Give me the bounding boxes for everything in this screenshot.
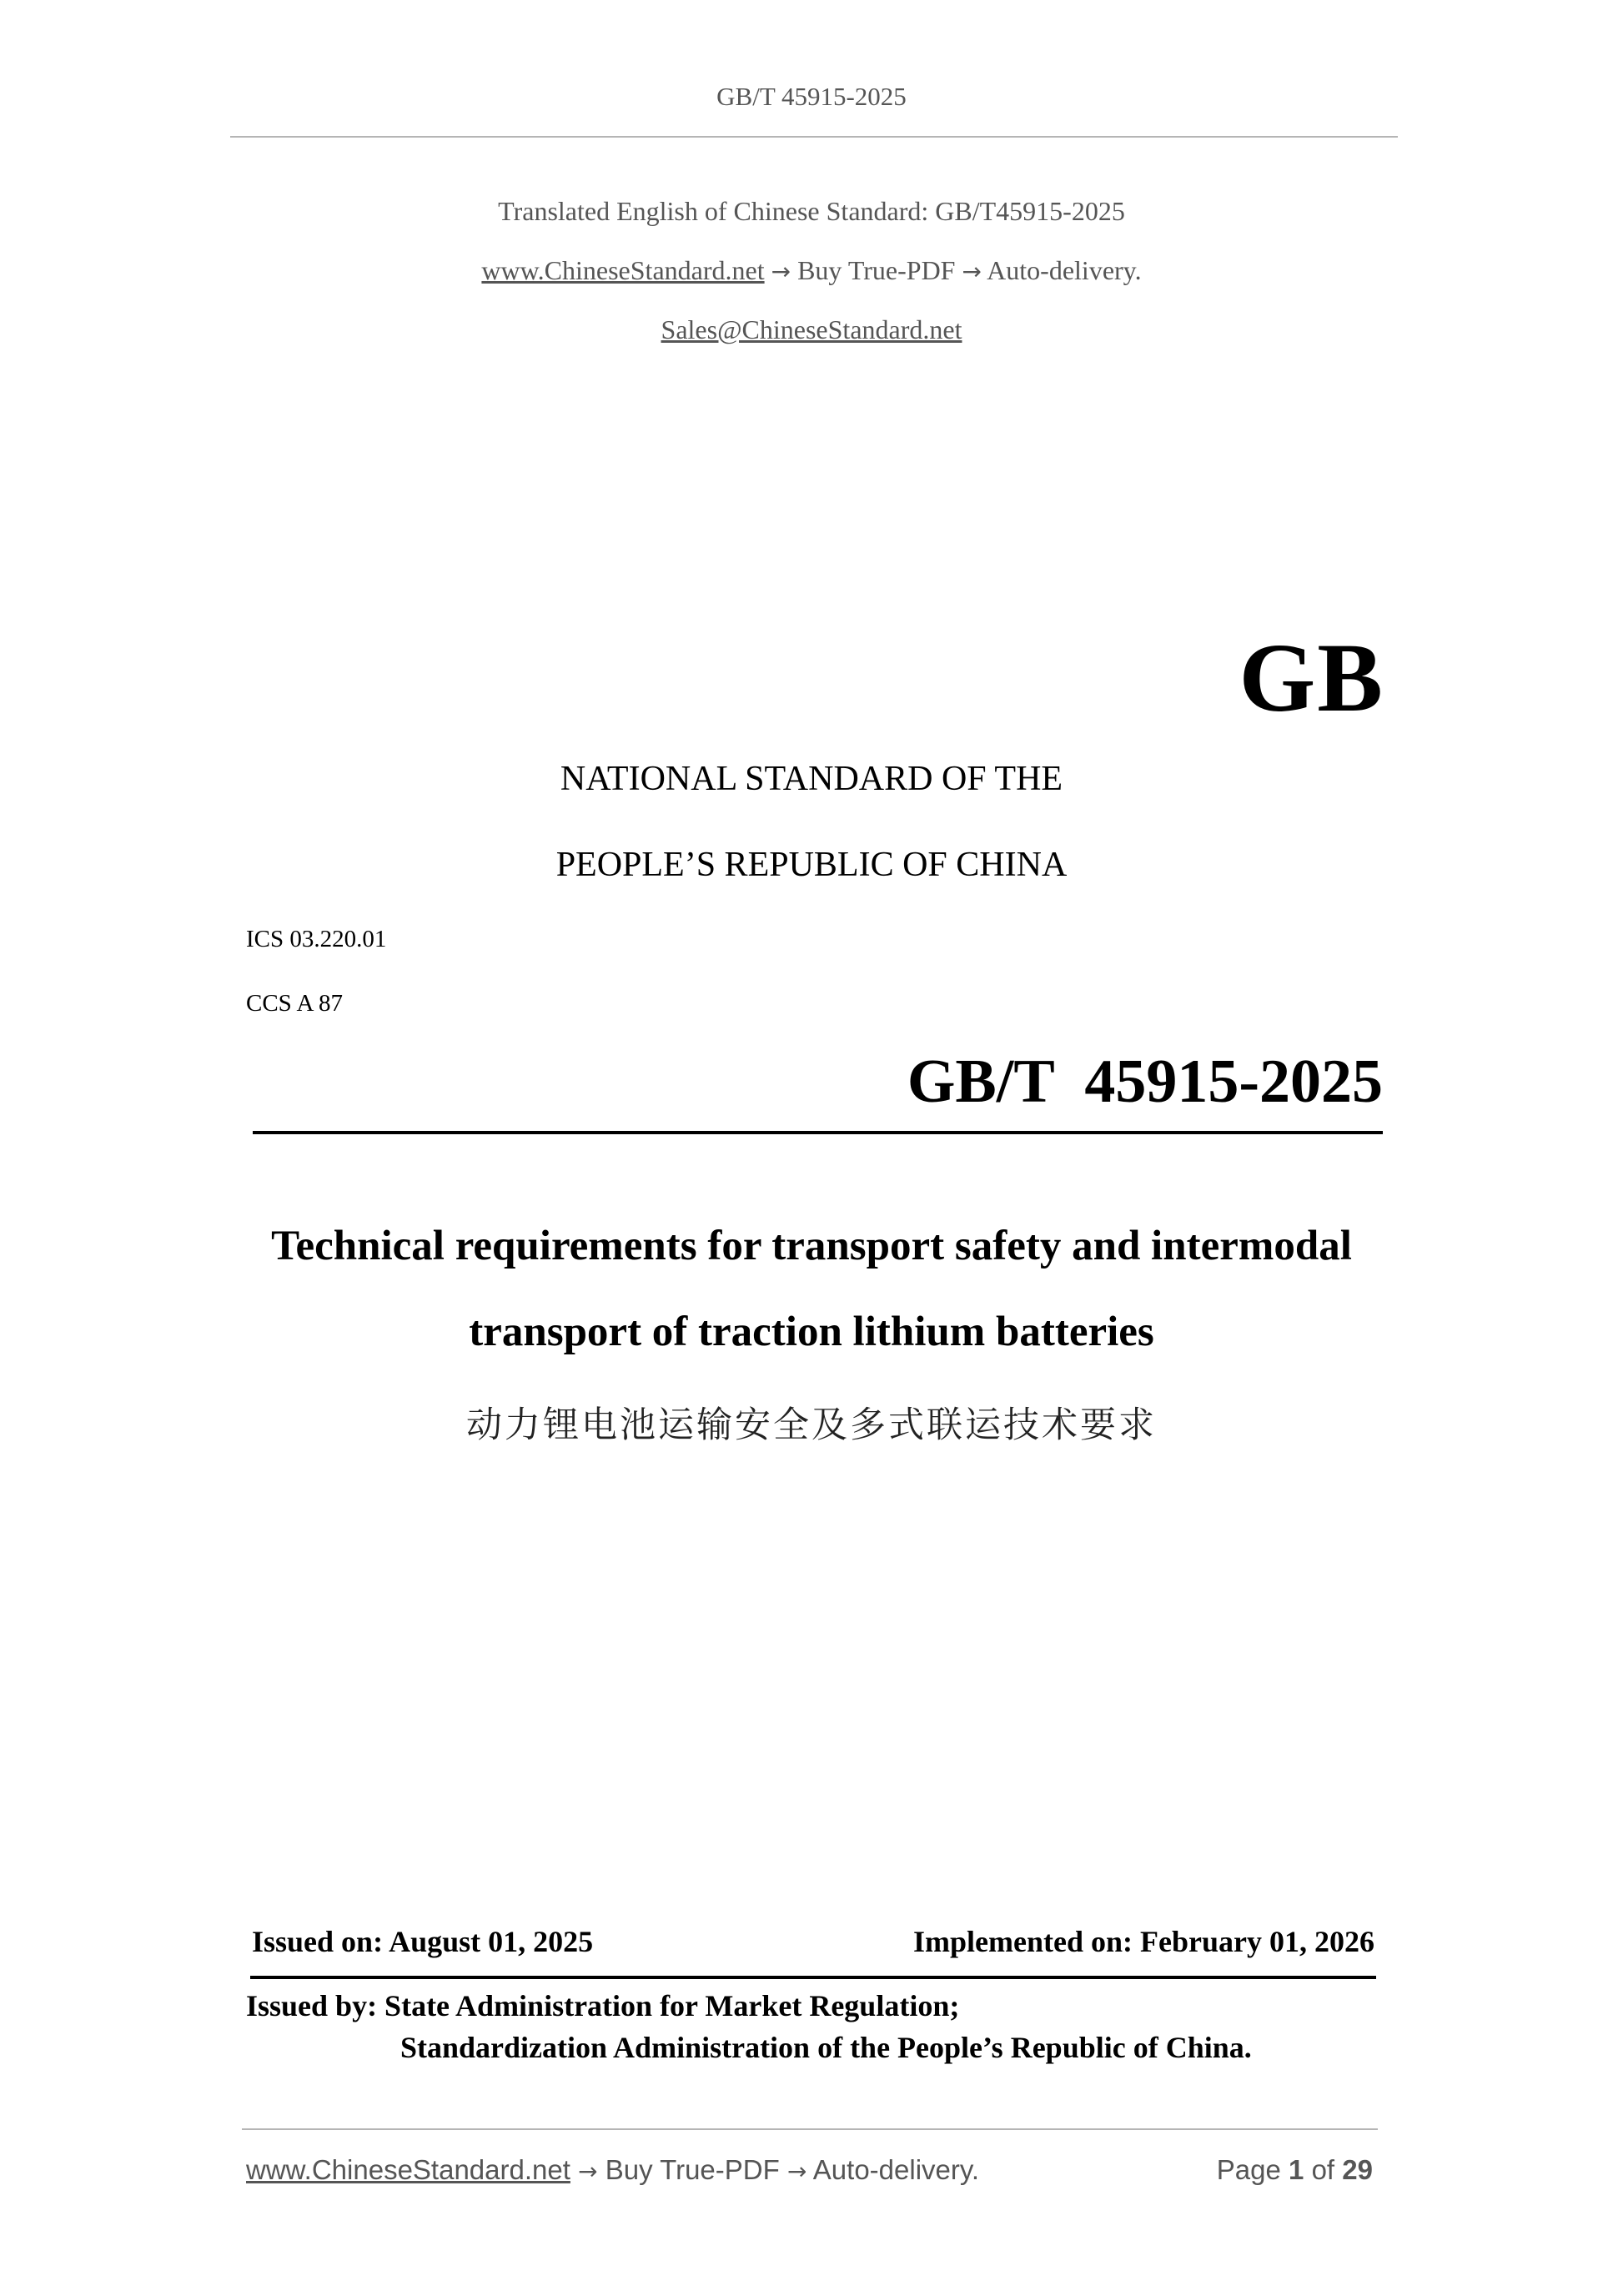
arrow-right-icon: → [786, 2158, 807, 2185]
site-link[interactable]: www.ChineseStandard.net [481, 255, 765, 285]
page-indicator [1217, 2154, 1373, 2186]
email-link[interactable]: Sales@ChineseStandard.net [661, 314, 962, 344]
national-standard-line-1: NATIONAL STANDARD OF THE [560, 760, 1063, 798]
national-standard-line-2: PEOPLE’S REPUBLIC OF CHINA [555, 846, 1068, 884]
purchase-line [0, 255, 1623, 286]
issued-by-line-2: Standardization Administration of the People’s Republic of China. [400, 2031, 1252, 2064]
issued-on-date: Issued on: August 01, 2025 [252, 1925, 594, 1958]
footer-site-link[interactable]: www.ChineseStandard.net [246, 2154, 570, 2185]
standard-number: GB/T 45915-2025 [907, 1048, 1383, 1116]
arrow-right-icon: → [771, 258, 791, 285]
email-line [0, 314, 1623, 345]
issued-by-line-1: Issued by: State Administration for Market Regulation; [246, 1989, 960, 2022]
footer-buy-true-pdf-text: Buy True-PDF [605, 2154, 780, 2185]
translation-notice: Translated English of Chinese Standard: GB/T45915-2025 [498, 196, 1125, 226]
document-title-line-1: Technical requirements for transport safety and intermodal [271, 1223, 1352, 1269]
buy-true-pdf-text: Buy True-PDF [797, 255, 956, 285]
ccs-code: CCS A 87 [246, 990, 344, 1017]
total-pages: 29 [1342, 2154, 1373, 2185]
arrow-right-icon: → [962, 258, 982, 285]
arrow-right-icon: → [578, 2158, 598, 2185]
of-label: of [1311, 2154, 1335, 2185]
running-header-title: GB/T 45915-2025 [716, 82, 907, 111]
header-divider [230, 136, 1398, 138]
document-title-line-2: transport of traction lithium batteries [469, 1309, 1154, 1355]
page-number: 1 [1289, 2154, 1304, 2185]
document-title-chinese: 动力锂电池运输安全及多式联运技术要求 [466, 1404, 1157, 1446]
issue-divider [250, 1976, 1376, 1979]
ics-code: ICS 03.220.01 [246, 926, 387, 952]
footer-divider [242, 2128, 1378, 2130]
footer-purchase-line [246, 2154, 979, 2186]
footer-auto-delivery-text: Auto-delivery. [812, 2154, 980, 2185]
page-label: Page [1216, 2154, 1281, 2185]
auto-delivery-text: Auto-delivery. [987, 255, 1142, 285]
implemented-on-date: Implemented on: February 01, 2026 [913, 1925, 1374, 1958]
standard-number-rule [253, 1131, 1383, 1134]
gb-mark: GB [1239, 623, 1384, 732]
